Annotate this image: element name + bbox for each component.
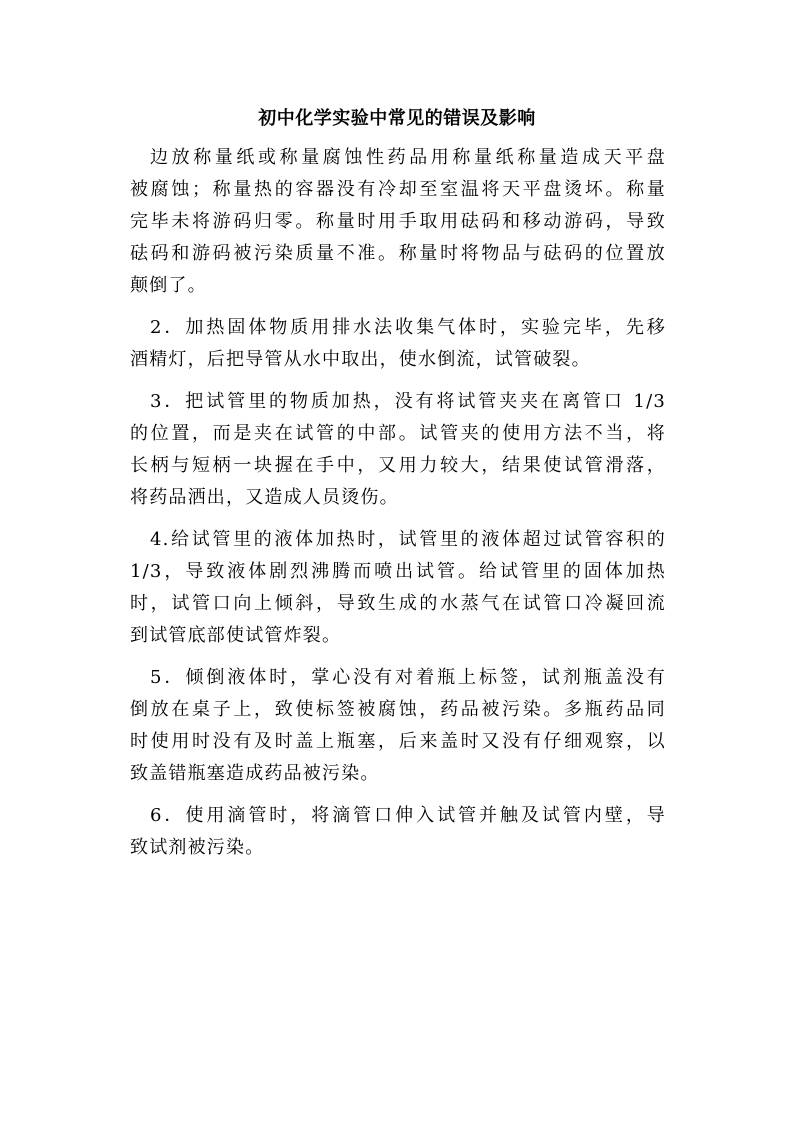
text-line: 4.给试管里的液体加热时，试管里的液体超过试管容积的 [150,529,666,550]
text-line: 完毕未将游码归零。称量时用手取用砝码和移动游码，导致 [130,211,666,232]
text-line: 2．加热固体物质用排水法收集气体时，实验完毕，先移 [150,317,666,338]
text-line: 砝码和游码被污染质量不准。称量时将物品与砝码的位置放 [130,243,666,264]
text-line: 边放称量纸或称量腐蚀性药品用称量纸称量造成天平盘 [150,147,666,168]
text-line: 将药品洒出，又造成人员烫伤。 [130,487,399,508]
document-title: 初中化学实验中常见的错误及影响 [258,108,536,129]
text-line: 3．把试管里的物质加热，没有将试管夹夹在离管口 1/3 [150,391,666,412]
text-line: 1/3，导致液体剧烈沸腾而喷出试管。给试管里的固体加热 [130,561,666,582]
text-line: 的位置，而是夹在试管的中部。试管夹的使用方法不当，将 [130,423,666,444]
text-line: 酒精灯，后把导管从水中取出，使水倒流，试管破裂。 [130,349,591,370]
text-line: 颠倒了。 [130,275,207,296]
document-body [130,142,666,864]
text-line: 致试剂被污染。 [130,837,265,858]
paragraph-balance-errors [130,142,666,302]
text-line: 时，试管口向上倾斜，导致生成的水蒸气在试管口冷凝回流 [130,593,666,614]
text-line: 致盖错瓶塞造成药品被污染。 [130,763,380,784]
paragraph-item-5 [130,662,666,790]
text-line: 5．倾倒液体时，掌心没有对着瓶上标签，试剂瓶盖没有 [150,667,666,688]
paragraph-item-6 [130,800,666,864]
text-line: 时使用时没有及时盖上瓶塞，后来盖时又没有仔细观察，以 [130,731,666,752]
text-line: 倒放在桌子上，致使标签被腐蚀，药品被污染。多瓶药品同 [130,699,666,720]
text-line: 长柄与短柄一块握在手中，又用力较大，结果使试管滑落， [130,455,666,476]
text-line: 被腐蚀；称量热的容器没有冷却至室温将天平盘烫坏。称量 [130,179,666,200]
text-line: 6．使用滴管时，将滴管口伸入试管并触及试管内壁，导 [150,805,666,826]
paragraph-item-3 [130,386,666,514]
paragraph-item-2 [130,312,666,376]
text-line: 到试管底部使试管炸裂。 [130,625,342,646]
paragraph-item-4 [130,524,666,652]
